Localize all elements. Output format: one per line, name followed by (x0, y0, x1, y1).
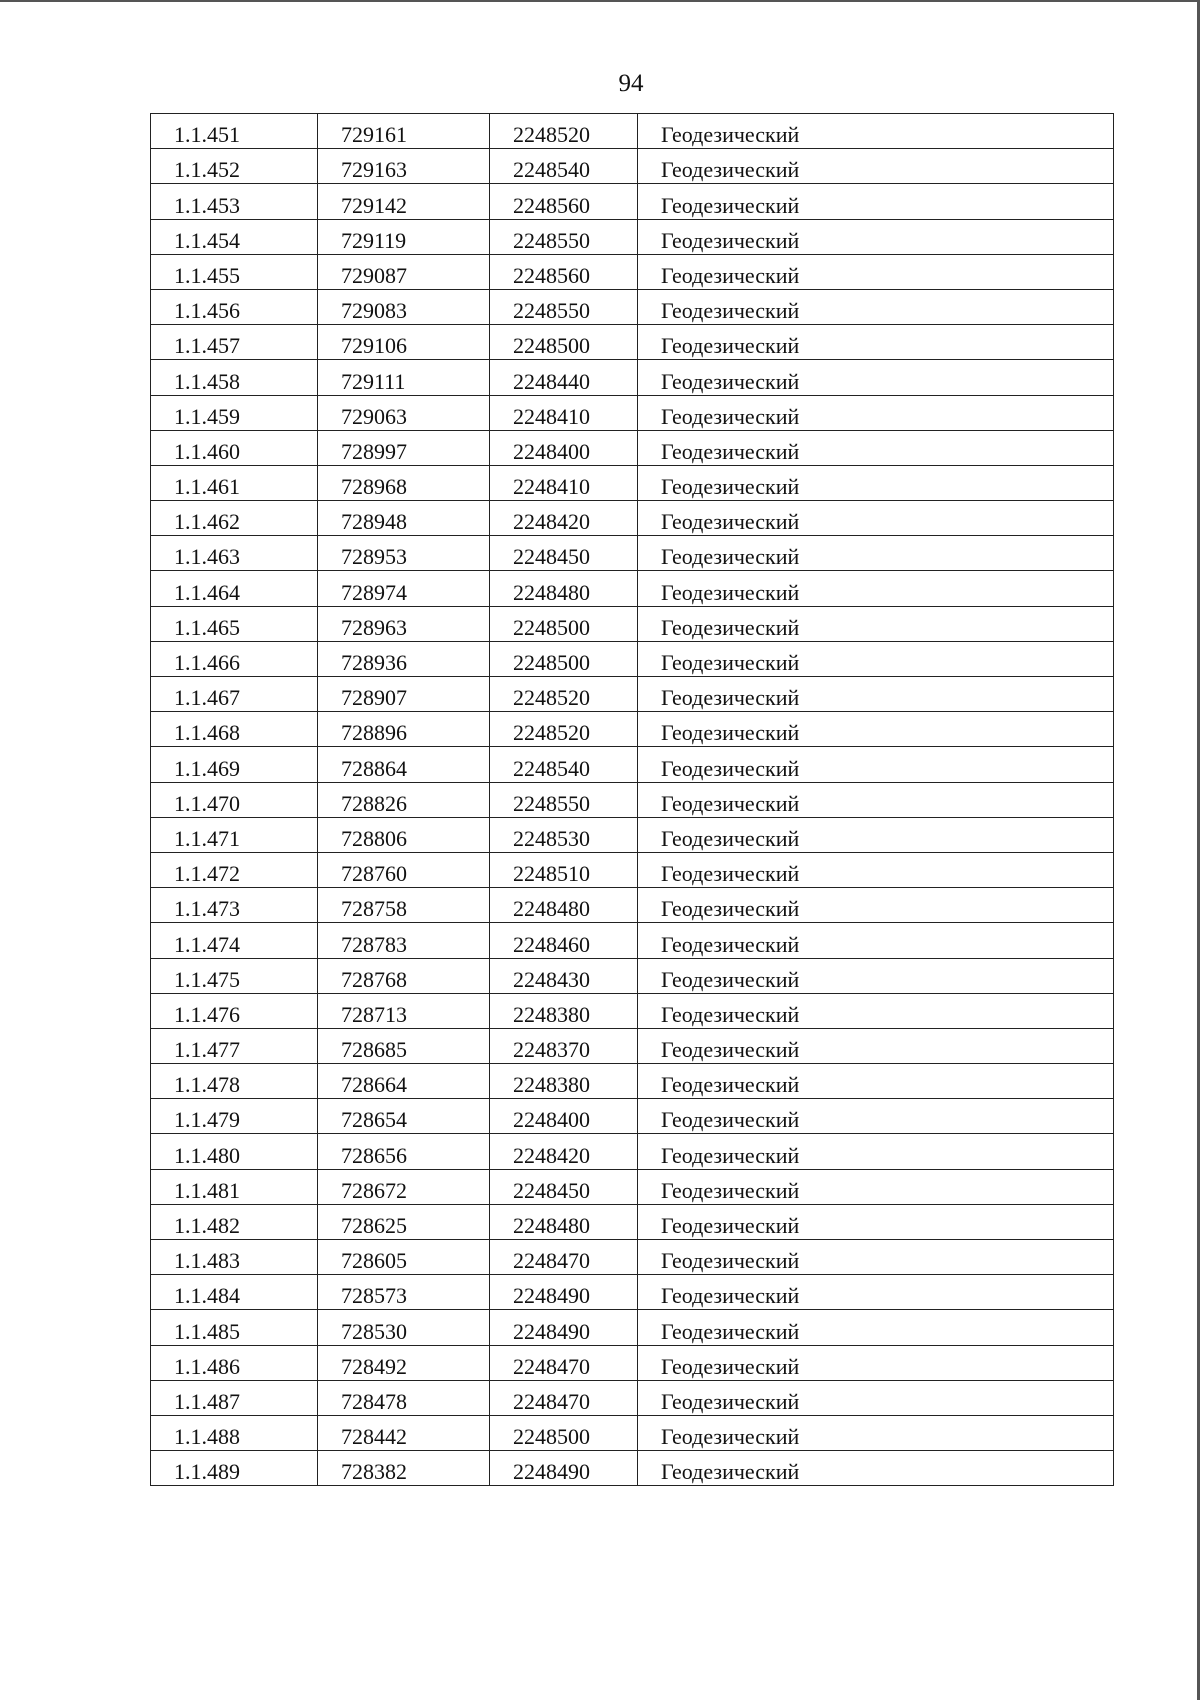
y-coordinate-cell: 2248470 (490, 1240, 638, 1275)
point-number-cell: 1.1.473 (151, 888, 318, 923)
y-coordinate-cell: 2248560 (490, 184, 638, 219)
method-cell: Геодезический (638, 1064, 1114, 1099)
table-row (151, 677, 1114, 712)
point-number-cell: 1.1.463 (151, 536, 318, 571)
method-cell: Геодезический (638, 114, 1114, 149)
method-cell: Геодезический (638, 360, 1114, 395)
point-number-cell: 1.1.451 (151, 114, 318, 149)
method-cell: Геодезический (638, 536, 1114, 571)
x-coordinate-cell: 729119 (318, 219, 490, 254)
table-row (151, 817, 1114, 852)
x-coordinate-cell: 728605 (318, 1240, 490, 1275)
point-number-cell: 1.1.466 (151, 641, 318, 676)
y-coordinate-cell: 2248470 (490, 1380, 638, 1415)
point-number-cell: 1.1.479 (151, 1099, 318, 1134)
method-cell: Геодезический (638, 852, 1114, 887)
point-number-cell: 1.1.468 (151, 712, 318, 747)
method-cell: Геодезический (638, 1204, 1114, 1239)
x-coordinate-cell: 728530 (318, 1310, 490, 1345)
method-cell: Геодезический (638, 325, 1114, 360)
table-row (151, 1099, 1114, 1134)
table-row (151, 923, 1114, 958)
point-number-cell: 1.1.481 (151, 1169, 318, 1204)
y-coordinate-cell: 2248380 (490, 1064, 638, 1099)
method-cell: Геодезический (638, 1240, 1114, 1275)
x-coordinate-cell: 728997 (318, 430, 490, 465)
point-number-cell: 1.1.464 (151, 571, 318, 606)
table-row (151, 1380, 1114, 1415)
table-row (151, 1345, 1114, 1380)
point-number-cell: 1.1.474 (151, 923, 318, 958)
table-row (151, 1275, 1114, 1310)
x-coordinate-cell: 728768 (318, 958, 490, 993)
x-coordinate-cell: 728806 (318, 817, 490, 852)
method-cell: Геодезический (638, 747, 1114, 782)
table-row (151, 641, 1114, 676)
y-coordinate-cell: 2248540 (490, 747, 638, 782)
point-number-cell: 1.1.467 (151, 677, 318, 712)
method-cell: Геодезический (638, 1275, 1114, 1310)
point-number-cell: 1.1.483 (151, 1240, 318, 1275)
table-row (151, 501, 1114, 536)
y-coordinate-cell: 2248470 (490, 1345, 638, 1380)
x-coordinate-cell: 729083 (318, 289, 490, 324)
y-coordinate-cell: 2248420 (490, 501, 638, 536)
x-coordinate-cell: 728664 (318, 1064, 490, 1099)
x-coordinate-cell: 728442 (318, 1415, 490, 1450)
point-number-cell: 1.1.480 (151, 1134, 318, 1169)
y-coordinate-cell: 2248500 (490, 1415, 638, 1450)
point-number-cell: 1.1.460 (151, 430, 318, 465)
table-row (151, 114, 1114, 149)
y-coordinate-cell: 2248440 (490, 360, 638, 395)
y-coordinate-cell: 2248400 (490, 430, 638, 465)
method-cell: Геодезический (638, 1380, 1114, 1415)
method-cell: Геодезический (638, 923, 1114, 958)
table-row (151, 888, 1114, 923)
y-coordinate-cell: 2248460 (490, 923, 638, 958)
x-coordinate-cell: 728974 (318, 571, 490, 606)
method-cell: Геодезический (638, 1134, 1114, 1169)
point-number-cell: 1.1.462 (151, 501, 318, 536)
x-coordinate-cell: 728713 (318, 993, 490, 1028)
y-coordinate-cell: 2248500 (490, 325, 638, 360)
table-row (151, 1310, 1114, 1345)
point-number-cell: 1.1.465 (151, 606, 318, 641)
point-number-cell: 1.1.488 (151, 1415, 318, 1450)
point-number-cell: 1.1.482 (151, 1204, 318, 1239)
y-coordinate-cell: 2248500 (490, 606, 638, 641)
table-row (151, 852, 1114, 887)
point-number-cell: 1.1.477 (151, 1028, 318, 1063)
x-coordinate-cell: 728948 (318, 501, 490, 536)
table-row (151, 184, 1114, 219)
table-row (151, 712, 1114, 747)
y-coordinate-cell: 2248550 (490, 289, 638, 324)
y-coordinate-cell: 2248550 (490, 219, 638, 254)
method-cell: Геодезический (638, 1310, 1114, 1345)
x-coordinate-cell: 728685 (318, 1028, 490, 1063)
point-number-cell: 1.1.475 (151, 958, 318, 993)
point-number-cell: 1.1.489 (151, 1451, 318, 1486)
y-coordinate-cell: 2248560 (490, 254, 638, 289)
x-coordinate-cell: 729106 (318, 325, 490, 360)
coordinates-table (150, 113, 1114, 1486)
x-coordinate-cell: 729111 (318, 360, 490, 395)
table-row (151, 465, 1114, 500)
table-row (151, 536, 1114, 571)
x-coordinate-cell: 728478 (318, 1380, 490, 1415)
x-coordinate-cell: 728573 (318, 1275, 490, 1310)
y-coordinate-cell: 2248380 (490, 993, 638, 1028)
x-coordinate-cell: 729161 (318, 114, 490, 149)
point-number-cell: 1.1.454 (151, 219, 318, 254)
x-coordinate-cell: 728758 (318, 888, 490, 923)
page-border-top (0, 0, 1200, 2)
table-row (151, 325, 1114, 360)
method-cell: Геодезический (638, 782, 1114, 817)
y-coordinate-cell: 2248500 (490, 641, 638, 676)
table-row (151, 430, 1114, 465)
method-cell: Геодезический (638, 677, 1114, 712)
y-coordinate-cell: 2248550 (490, 782, 638, 817)
y-coordinate-cell: 2248530 (490, 817, 638, 852)
x-coordinate-cell: 729142 (318, 184, 490, 219)
method-cell: Геодезический (638, 606, 1114, 641)
method-cell: Геодезический (638, 395, 1114, 430)
x-coordinate-cell: 728907 (318, 677, 490, 712)
x-coordinate-cell: 729087 (318, 254, 490, 289)
table-row (151, 1134, 1114, 1169)
table-row (151, 782, 1114, 817)
point-number-cell: 1.1.459 (151, 395, 318, 430)
y-coordinate-cell: 2248480 (490, 888, 638, 923)
point-number-cell: 1.1.456 (151, 289, 318, 324)
y-coordinate-cell: 2248520 (490, 712, 638, 747)
method-cell: Геодезический (638, 1099, 1114, 1134)
y-coordinate-cell: 2248510 (490, 852, 638, 887)
x-coordinate-cell: 728963 (318, 606, 490, 641)
y-coordinate-cell: 2248410 (490, 465, 638, 500)
method-cell: Геодезический (638, 1028, 1114, 1063)
x-coordinate-cell: 729063 (318, 395, 490, 430)
y-coordinate-cell: 2248490 (490, 1310, 638, 1345)
x-coordinate-cell: 728654 (318, 1099, 490, 1134)
x-coordinate-cell: 729163 (318, 149, 490, 184)
point-number-cell: 1.1.457 (151, 325, 318, 360)
point-number-cell: 1.1.476 (151, 993, 318, 1028)
point-number-cell: 1.1.469 (151, 747, 318, 782)
table-row (151, 254, 1114, 289)
point-number-cell: 1.1.452 (151, 149, 318, 184)
table-row (151, 1451, 1114, 1486)
x-coordinate-cell: 728672 (318, 1169, 490, 1204)
method-cell: Геодезический (638, 1415, 1114, 1450)
table-row (151, 219, 1114, 254)
table-row (151, 1240, 1114, 1275)
method-cell: Геодезический (638, 289, 1114, 324)
method-cell: Геодезический (638, 219, 1114, 254)
method-cell: Геодезический (638, 430, 1114, 465)
method-cell: Геодезический (638, 641, 1114, 676)
point-number-cell: 1.1.486 (151, 1345, 318, 1380)
x-coordinate-cell: 728864 (318, 747, 490, 782)
y-coordinate-cell: 2248430 (490, 958, 638, 993)
y-coordinate-cell: 2248540 (490, 149, 638, 184)
y-coordinate-cell: 2248400 (490, 1099, 638, 1134)
point-number-cell: 1.1.472 (151, 852, 318, 887)
y-coordinate-cell: 2248520 (490, 114, 638, 149)
table-row (151, 360, 1114, 395)
method-cell: Геодезический (638, 501, 1114, 536)
y-coordinate-cell: 2248410 (490, 395, 638, 430)
table-row (151, 1204, 1114, 1239)
table-row (151, 149, 1114, 184)
table-row (151, 606, 1114, 641)
table-row (151, 571, 1114, 606)
method-cell: Геодезический (638, 888, 1114, 923)
point-number-cell: 1.1.484 (151, 1275, 318, 1310)
table-row (151, 395, 1114, 430)
method-cell: Геодезический (638, 712, 1114, 747)
table-row (151, 1028, 1114, 1063)
point-number-cell: 1.1.453 (151, 184, 318, 219)
point-number-cell: 1.1.487 (151, 1380, 318, 1415)
y-coordinate-cell: 2248490 (490, 1275, 638, 1310)
x-coordinate-cell: 728968 (318, 465, 490, 500)
point-number-cell: 1.1.461 (151, 465, 318, 500)
method-cell: Геодезический (638, 1451, 1114, 1486)
coordinates-table-body (151, 114, 1114, 1486)
table-row (151, 1064, 1114, 1099)
point-number-cell: 1.1.470 (151, 782, 318, 817)
table-row (151, 289, 1114, 324)
y-coordinate-cell: 2248370 (490, 1028, 638, 1063)
y-coordinate-cell: 2248450 (490, 1169, 638, 1204)
x-coordinate-cell: 728492 (318, 1345, 490, 1380)
point-number-cell: 1.1.458 (151, 360, 318, 395)
point-number-cell: 1.1.478 (151, 1064, 318, 1099)
x-coordinate-cell: 728936 (318, 641, 490, 676)
page-number: 94 (618, 70, 644, 97)
method-cell: Геодезический (638, 958, 1114, 993)
method-cell: Геодезический (638, 993, 1114, 1028)
method-cell: Геодезический (638, 465, 1114, 500)
x-coordinate-cell: 728656 (318, 1134, 490, 1169)
y-coordinate-cell: 2248490 (490, 1451, 638, 1486)
method-cell: Геодезический (638, 254, 1114, 289)
table-row (151, 958, 1114, 993)
y-coordinate-cell: 2248480 (490, 1204, 638, 1239)
y-coordinate-cell: 2248450 (490, 536, 638, 571)
x-coordinate-cell: 728896 (318, 712, 490, 747)
method-cell: Геодезический (638, 1345, 1114, 1380)
x-coordinate-cell: 728625 (318, 1204, 490, 1239)
method-cell: Геодезический (638, 184, 1114, 219)
table-row (151, 1415, 1114, 1450)
method-cell: Геодезический (638, 1169, 1114, 1204)
method-cell: Геодезический (638, 571, 1114, 606)
table-row (151, 747, 1114, 782)
y-coordinate-cell: 2248480 (490, 571, 638, 606)
x-coordinate-cell: 728826 (318, 782, 490, 817)
point-number-cell: 1.1.471 (151, 817, 318, 852)
x-coordinate-cell: 728953 (318, 536, 490, 571)
table-row (151, 993, 1114, 1028)
method-cell: Геодезический (638, 149, 1114, 184)
method-cell: Геодезический (638, 817, 1114, 852)
point-number-cell: 1.1.455 (151, 254, 318, 289)
y-coordinate-cell: 2248420 (490, 1134, 638, 1169)
x-coordinate-cell: 728760 (318, 852, 490, 887)
point-number-cell: 1.1.485 (151, 1310, 318, 1345)
x-coordinate-cell: 728382 (318, 1451, 490, 1486)
table-row (151, 1169, 1114, 1204)
x-coordinate-cell: 728783 (318, 923, 490, 958)
y-coordinate-cell: 2248520 (490, 677, 638, 712)
